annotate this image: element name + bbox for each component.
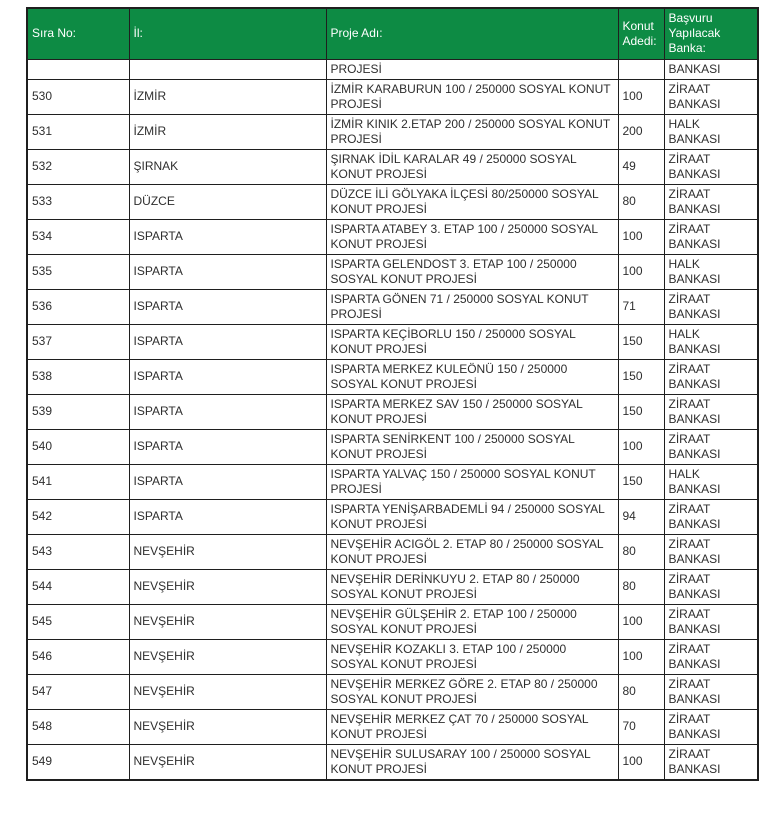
cell-banka: ZİRAAT BANKASI <box>664 149 758 184</box>
cell-il: NEVŞEHİR <box>129 709 326 744</box>
cell-proje-adi: ISPARTA YALVAÇ 150 / 250000 SOSYAL KONUT PROJESİ <box>326 464 618 499</box>
column-header-konut-adedi: Konut Adedi: <box>618 8 664 59</box>
cell-il: ISPARTA <box>129 254 326 289</box>
cell-konut-adedi: 150 <box>618 359 664 394</box>
cell-sira-no: 546 <box>27 639 129 674</box>
cell-il: NEVŞEHİR <box>129 534 326 569</box>
cell-sira-no: 537 <box>27 324 129 359</box>
column-header-proje-adi: Proje Adı: <box>326 8 618 59</box>
cell-il: ISPARTA <box>129 359 326 394</box>
cell-sira-no: 532 <box>27 149 129 184</box>
cell-il: DÜZCE <box>129 184 326 219</box>
cell-il: İZMİR <box>129 114 326 149</box>
cell-il: ISPARTA <box>129 219 326 254</box>
cell-proje-adi: ISPARTA MERKEZ SAV 150 / 250000 SOSYAL KONUT PROJESİ <box>326 394 618 429</box>
cell-sira-no: 549 <box>27 744 129 780</box>
table-row <box>27 79 758 114</box>
cell-sira-no: 534 <box>27 219 129 254</box>
cell-banka: ZİRAAT BANKASI <box>664 394 758 429</box>
cell-konut-adedi: 100 <box>618 604 664 639</box>
cell-banka: ZİRAAT BANKASI <box>664 604 758 639</box>
column-header-il: İl: <box>129 8 326 59</box>
cell-banka: ZİRAAT BANKASI <box>664 429 758 464</box>
table-row <box>27 359 758 394</box>
cell-konut-adedi: 200 <box>618 114 664 149</box>
column-header-banka: Başvuru Yapılacak Banka: <box>664 8 758 59</box>
cell-il: İZMİR <box>129 79 326 114</box>
cell-konut-adedi: 70 <box>618 709 664 744</box>
table-header <box>27 8 758 59</box>
cell-banka: HALK BANKASI <box>664 464 758 499</box>
cell-konut-adedi: 150 <box>618 394 664 429</box>
cell-konut-adedi <box>618 59 664 79</box>
cell-proje-adi: ISPARTA YENİŞARBADEMLİ 94 / 250000 SOSYAL KONUT PROJESİ <box>326 499 618 534</box>
cell-il: NEVŞEHİR <box>129 674 326 709</box>
column-header-sira-no: Sıra No: <box>27 8 129 59</box>
cell-proje-adi: ISPARTA ATABEY 3. ETAP 100 / 250000 SOSYAL KONUT PROJESİ <box>326 219 618 254</box>
cell-proje-adi: NEVŞEHİR MERKEZ ÇAT 70 / 250000 SOSYAL KONUT PROJESİ <box>326 709 618 744</box>
cell-konut-adedi: 100 <box>618 429 664 464</box>
cell-proje-adi: ISPARTA SENİRKENT 100 / 250000 SOSYAL KONUT PROJESİ <box>326 429 618 464</box>
table-row <box>27 744 758 780</box>
cell-sira-no: 539 <box>27 394 129 429</box>
cell-konut-adedi: 80 <box>618 534 664 569</box>
cell-sira-no: 540 <box>27 429 129 464</box>
cell-banka: ZİRAAT BANKASI <box>664 219 758 254</box>
cell-konut-adedi: 100 <box>618 254 664 289</box>
cell-konut-adedi: 80 <box>618 184 664 219</box>
cell-proje-adi: NEVŞEHİR KOZAKLI 3. ETAP 100 / 250000 SOSYAL KONUT PROJESİ <box>326 639 618 674</box>
table-row <box>27 639 758 674</box>
cell-sira-no: 545 <box>27 604 129 639</box>
table-row <box>27 499 758 534</box>
housing-projects-table <box>26 7 759 781</box>
cell-sira-no: 548 <box>27 709 129 744</box>
table-row <box>27 289 758 324</box>
cell-sira-no: 533 <box>27 184 129 219</box>
cell-proje-adi: ŞIRNAK İDİL KARALAR 49 / 250000 SOSYAL KONUT PROJESİ <box>326 149 618 184</box>
table-row <box>27 219 758 254</box>
cell-konut-adedi: 100 <box>618 639 664 674</box>
table-row <box>27 394 758 429</box>
cell-sira-no: 544 <box>27 569 129 604</box>
table-row <box>27 149 758 184</box>
cell-konut-adedi: 80 <box>618 674 664 709</box>
cell-banka: ZİRAAT BANKASI <box>664 709 758 744</box>
cell-konut-adedi: 49 <box>618 149 664 184</box>
table-row <box>27 254 758 289</box>
cell-banka: HALK BANKASI <box>664 114 758 149</box>
cell-il: NEVŞEHİR <box>129 639 326 674</box>
cell-sira-no: 547 <box>27 674 129 709</box>
table-row <box>27 114 758 149</box>
cell-sira-no: 543 <box>27 534 129 569</box>
cell-banka: ZİRAAT BANKASI <box>664 184 758 219</box>
cell-banka: ZİRAAT BANKASI <box>664 79 758 114</box>
cell-proje-adi: NEVŞEHİR ACIGÖL 2. ETAP 80 / 250000 SOSYAL KONUT PROJESİ <box>326 534 618 569</box>
cell-il: ISPARTA <box>129 464 326 499</box>
cell-banka: ZİRAAT BANKASI <box>664 639 758 674</box>
cell-sira-no: 542 <box>27 499 129 534</box>
cell-banka: ZİRAAT BANKASI <box>664 359 758 394</box>
table-body <box>27 59 758 780</box>
cell-il: ISPARTA <box>129 499 326 534</box>
header-row <box>27 8 758 59</box>
table-row <box>27 324 758 359</box>
table-row <box>27 534 758 569</box>
cell-banka: ZİRAAT BANKASI <box>664 499 758 534</box>
cell-banka: ZİRAAT BANKASI <box>664 744 758 780</box>
cell-il <box>129 59 326 79</box>
cell-banka: ZİRAAT BANKASI <box>664 534 758 569</box>
table-row <box>27 709 758 744</box>
cell-banka: HALK BANKASI <box>664 324 758 359</box>
cell-sira-no: 538 <box>27 359 129 394</box>
cell-proje-adi: DÜZCE İLİ GÖLYAKA İLÇESİ 80/250000 SOSYAL KONUT PROJESİ <box>326 184 618 219</box>
cell-sira-no: 531 <box>27 114 129 149</box>
table-row <box>27 184 758 219</box>
cell-konut-adedi: 150 <box>618 324 664 359</box>
cell-proje-adi: ISPARTA GELENDOST 3. ETAP 100 / 250000 SOSYAL KONUT PROJESİ <box>326 254 618 289</box>
cell-il: ISPARTA <box>129 394 326 429</box>
cell-proje-adi: İZMİR KINIK 2.ETAP 200 / 250000 SOSYAL KONUT PROJESİ <box>326 114 618 149</box>
cell-sira-no: 530 <box>27 79 129 114</box>
cell-banka: HALK BANKASI <box>664 254 758 289</box>
cell-proje-adi: NEVŞEHİR DERİNKUYU 2. ETAP 80 / 250000 SOSYAL KONUT PROJESİ <box>326 569 618 604</box>
cell-proje-adi: NEVŞEHİR GÜLŞEHİR 2. ETAP 100 / 250000 SOSYAL KONUT PROJESİ <box>326 604 618 639</box>
cell-banka: ZİRAAT BANKASI <box>664 674 758 709</box>
cell-konut-adedi: 80 <box>618 569 664 604</box>
cell-proje-adi: NEVŞEHİR SULUSARAY 100 / 250000 SOSYAL KONUT PROJESİ <box>326 744 618 780</box>
cell-il: NEVŞEHİR <box>129 744 326 780</box>
table-row <box>27 569 758 604</box>
table-row <box>27 429 758 464</box>
table-row <box>27 464 758 499</box>
cell-proje-adi: PROJESİ <box>326 59 618 79</box>
cell-sira-no: 536 <box>27 289 129 324</box>
cell-il: NEVŞEHİR <box>129 569 326 604</box>
cell-proje-adi: ISPARTA GÖNEN 71 / 250000 SOSYAL KONUT PROJESİ <box>326 289 618 324</box>
cell-proje-adi: ISPARTA KEÇİBORLU 150 / 250000 SOSYAL KONUT PROJESİ <box>326 324 618 359</box>
cell-il: ISPARTA <box>129 324 326 359</box>
cell-il: NEVŞEHİR <box>129 604 326 639</box>
cell-sira-no: 541 <box>27 464 129 499</box>
cell-il: ISPARTA <box>129 289 326 324</box>
cell-proje-adi: İZMİR KARABURUN 100 / 250000 SOSYAL KONUT PROJESİ <box>326 79 618 114</box>
cell-banka: ZİRAAT BANKASI <box>664 569 758 604</box>
cell-sira-no <box>27 59 129 79</box>
cell-konut-adedi: 150 <box>618 464 664 499</box>
cell-konut-adedi: 100 <box>618 744 664 780</box>
table-row <box>27 674 758 709</box>
cell-konut-adedi: 71 <box>618 289 664 324</box>
table-row-partial <box>27 59 758 79</box>
cell-konut-adedi: 100 <box>618 219 664 254</box>
cell-proje-adi: NEVŞEHİR MERKEZ GÖRE 2. ETAP 80 / 250000 SOSYAL KONUT PROJESİ <box>326 674 618 709</box>
cell-il: ISPARTA <box>129 429 326 464</box>
cell-konut-adedi: 94 <box>618 499 664 534</box>
cell-sira-no: 535 <box>27 254 129 289</box>
table-row <box>27 604 758 639</box>
cell-banka: BANKASI <box>664 59 758 79</box>
cell-il: ŞIRNAK <box>129 149 326 184</box>
cell-proje-adi: ISPARTA MERKEZ KULEÖNÜ 150 / 250000 SOSYAL KONUT PROJESİ <box>326 359 618 394</box>
cell-konut-adedi: 100 <box>618 79 664 114</box>
cell-banka: ZİRAAT BANKASI <box>664 289 758 324</box>
